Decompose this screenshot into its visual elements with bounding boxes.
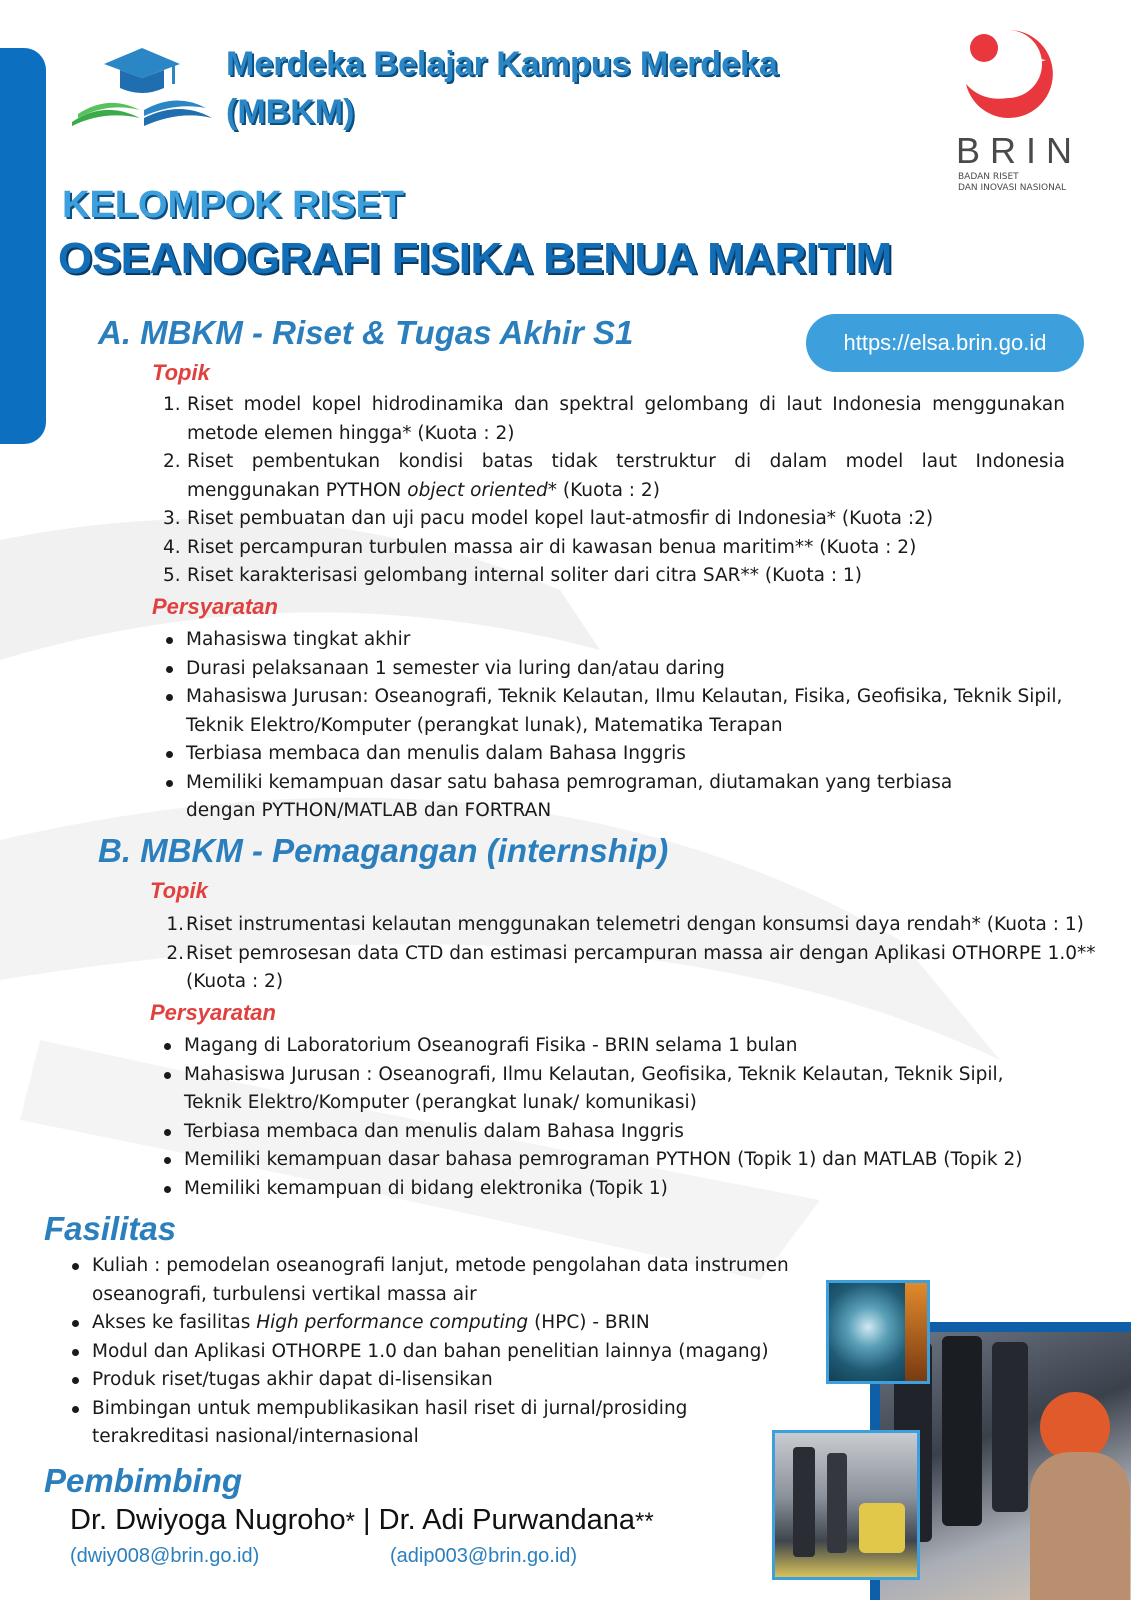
- topic-text: Riset pembentukan kondisi batas tidak terstruktur di dalam model laut Indonesia menggunakan PYTHON: [187, 451, 1065, 501]
- mbkm-logo-icon: [68, 44, 216, 130]
- pembimbing-name-1: Dr. Dwiyoga Nugroho: [70, 1504, 346, 1536]
- list-number: 2.: [166, 942, 184, 964]
- list-item: Magang di Laboratorium Oseanografi Fisika - BRIN selama 1 bulan: [184, 1032, 1064, 1061]
- topic-text-italic: object oriented: [407, 479, 548, 501]
- kelompok-riset-label: KELOMPOK RISET: [62, 184, 405, 226]
- brin-sub2: DAN INOVASI NASIONAL: [958, 183, 1067, 193]
- section-a-persyaratan-label: Persyaratan: [152, 594, 278, 619]
- section-b-title: B. MBKM - Pemagangan (internship): [98, 832, 669, 869]
- list-number: 1.: [166, 914, 184, 935]
- list-item: Mahasiswa Jurusan : Oseanografi, Ilmu Kelautan, Geofisika, Teknik Kelautan, Teknik Sipil, Teknik Elektro/Komputer (perangkat lunak/ komunikasi): [184, 1061, 1064, 1118]
- list-item: Terbiasa membaca dan menulis dalam Bahasa Inggris: [186, 740, 1106, 769]
- email-1-link[interactable]: (dwiy008@brin.go.id): [70, 1545, 260, 1567]
- list-item: [163, 534, 1065, 563]
- section-a-title: A. MBKM - Riset & Tugas Akhir S1: [98, 314, 634, 351]
- list-item: Produk riset/tugas akhir dapat di-lisensikan: [92, 1366, 882, 1395]
- photo-lab-equipment-inner: [775, 1433, 917, 1577]
- pembimbing-names: [70, 1504, 654, 1537]
- fasilitas-text-end: (HPC) - BRIN: [528, 1312, 650, 1333]
- list-item: [163, 562, 1065, 591]
- section-b-topik-label: Topik: [150, 878, 208, 903]
- fasilitas-title: Fasilitas: [44, 1210, 177, 1247]
- list-item: Memiliki kemampuan dasar bahasa pemrograman PYTHON (Topik 1) dan MATLAB (Topik 2): [184, 1146, 1064, 1175]
- list-item: [92, 1309, 882, 1338]
- section-a-topic-list: [163, 391, 1065, 591]
- list-item: Bimbingan untuk mempublikasikan hasil riset di jurnal/prosiding terakreditasi nasional/internasional: [92, 1395, 882, 1452]
- brin-emblem-icon: [962, 26, 1072, 126]
- topic-text: Riset instrumentasi kelautan menggunakan telemetri dengan konsumsi daya rendah* (Kuota : 1): [186, 914, 1084, 935]
- list-number: 4.: [163, 536, 181, 558]
- list-item: [163, 448, 1065, 505]
- topic-text: Riset pembuatan dan uji pacu model kopel laut-atmosfir di Indonesia* (Kuota :2): [187, 508, 934, 529]
- pembimbing-title: Pembimbing: [44, 1462, 243, 1499]
- list-item: [163, 391, 1065, 448]
- brin-sub1: BADAN RISET: [958, 172, 1019, 182]
- list-number: 1.: [163, 394, 181, 415]
- topic-text-end: * (Kuota : 2): [547, 479, 660, 501]
- brin-name: BRIN: [956, 130, 1083, 171]
- topic-text: Riset model kopel hidrodinamika dan spektral gelombang di laut Indonesia menggunakan metode elemen hingga* (Kuota : 2): [187, 394, 1065, 444]
- list-item: Memiliki kemampuan di bidang elektronika (Topik 1): [184, 1175, 1064, 1204]
- topic-text: Riset pemrosesan data CTD dan estimasi percampuran massa air dengan Aplikasi OTHORPE 1.0** (Kuota : 2): [186, 942, 1096, 992]
- section-a-topik-label: Topik: [152, 360, 210, 385]
- fasilitas-list: [92, 1252, 882, 1452]
- list-item: Memiliki kemampuan dasar satu bahasa pemrograman, diutamakan yang terbiasa dengan PYTHON/MATLAB dan FORTRAN: [186, 769, 1106, 826]
- brin-logo: [956, 26, 1092, 196]
- pembimbing-star-2: **: [634, 1508, 654, 1535]
- list-number: 5.: [163, 565, 181, 586]
- mbkm-title-line1: Merdeka Belajar Kampus Merdeka: [226, 45, 778, 83]
- section-b-persyaratan-label: Persyaratan: [150, 1000, 276, 1025]
- topic-text: Riset karakterisasi gelombang internal soliter dari citra SAR** (Kuota : 1): [187, 565, 862, 586]
- list-item: Modul dan Aplikasi OTHORPE 1.0 dan bahan penelitian lainnya (magang): [92, 1338, 882, 1367]
- elsa-url-link[interactable]: https://elsa.brin.go.id: [806, 314, 1084, 372]
- topic-text: Riset percampuran turbulen massa air di kawasan benua maritim** (Kuota : 2): [187, 536, 917, 558]
- section-b-topic-list: [166, 911, 1116, 997]
- fasilitas-text-italic: High performance computing: [256, 1312, 529, 1333]
- name-separator: |: [363, 1504, 371, 1536]
- list-item: [166, 940, 1116, 997]
- list-item: Durasi pelaksanaan 1 semester via luring dan/atau daring: [186, 655, 1106, 684]
- photo-lab-equipment: [772, 1430, 920, 1580]
- photo-underwater-instrument: [826, 1280, 930, 1384]
- section-b-requirement-list: [184, 1032, 1064, 1203]
- list-item: [166, 911, 1116, 940]
- mbkm-title: [226, 40, 778, 136]
- section-a-requirement-list: [186, 626, 1106, 826]
- group-name: OSEANOGRAFI FISIKA BENUA MARITIM: [58, 234, 892, 283]
- list-item: Mahasiswa Jurusan: Oseanografi, Teknik Kelautan, Ilmu Kelautan, Fisika, Geofisika, Teknik Sipil, Teknik Elektro/Komputer (perangkat lunak), Matematika Terapan: [186, 683, 1106, 740]
- left-accent-bar: [0, 48, 46, 444]
- list-item: [163, 505, 1065, 534]
- pembimbing-star-1: *: [345, 1508, 355, 1535]
- mbkm-title-line2: (MBKM): [226, 93, 355, 131]
- photo-underwater-instrument-inner: [829, 1283, 927, 1381]
- pembimbing-name-2: Dr. Adi Purwandana: [378, 1504, 635, 1536]
- list-number: 2.: [163, 451, 181, 472]
- list-item: Terbiasa membaca dan menulis dalam Bahasa Inggris: [184, 1118, 1064, 1147]
- email-2-link[interactable]: (adip003@brin.go.id): [390, 1545, 578, 1567]
- list-number: 3.: [163, 508, 181, 529]
- list-item: Kuliah : pemodelan oseanografi lanjut, metode pengolahan data instrumen oseanografi, turbulensi vertikal massa air: [92, 1252, 882, 1309]
- list-item: Mahasiswa tingkat akhir: [186, 626, 1106, 655]
- fasilitas-text: Akses ke fasilitas: [92, 1312, 257, 1333]
